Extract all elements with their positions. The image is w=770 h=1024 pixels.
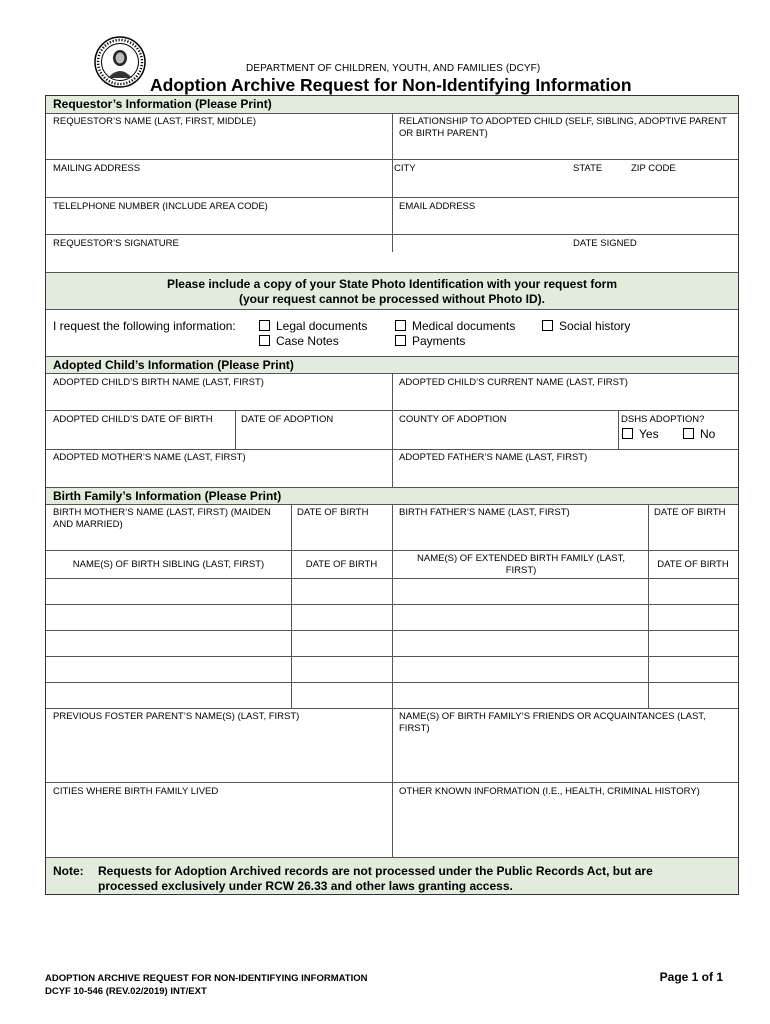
city-label: CITY (394, 163, 416, 174)
child-dob-label: ADOPTED CHILD’S DATE OF BIRTH (53, 414, 213, 425)
note-line2: processed exclusively under RCW 26.33 and other laws granting access. (98, 879, 513, 893)
extended-family-label: NAME(S) OF EXTENDED BIRTH FAMILY (LAST, FIRST) (417, 553, 625, 576)
family-friends-label: NAME(S) OF BIRTH FAMILY’S FRIENDS OR ACQUAINTANCES (LAST, FIRST) (399, 711, 706, 734)
state-label: STATE (573, 163, 603, 174)
footer-form-title: ADOPTION ARCHIVE REQUEST FOR NON-IDENTIFYING INFORMATION (45, 973, 368, 984)
foster-parent-label: PREVIOUS FOSTER PARENT’S NAME(S) (LAST, FIRST) (53, 711, 300, 722)
child-birth-name-label: ADOPTED CHILD’S BIRTH NAME (LAST, FIRST) (53, 377, 264, 388)
requestor-name-label: REQUESTOR’S NAME (LAST, FIRST, MIDDLE) (53, 116, 257, 127)
birth-mother-dob-label: DATE OF BIRTH (297, 507, 369, 518)
county-of-adoption-label: COUNTY OF ADOPTION (399, 414, 507, 425)
cities-lived-label: CITIES WHERE BIRTH FAMILY LIVED (53, 786, 219, 797)
option-legal-documents[interactable]: Legal documents (259, 319, 367, 333)
note-band (46, 857, 738, 894)
zip-code-label: ZIP CODE (631, 163, 676, 174)
footer-form-info (45, 972, 367, 998)
social-history-checkbox[interactable] (542, 320, 553, 331)
adopted-father-label: ADOPTED FATHER’S NAME (LAST, FIRST) (399, 452, 588, 463)
note-label: Note: (53, 864, 84, 878)
section-header-requestor: Requestor’s Information (Please Print) (46, 96, 738, 114)
option-social-history[interactable]: Social history (542, 319, 630, 333)
birth-father-dob-label: DATE OF BIRTH (654, 507, 726, 518)
state-seal-logo (94, 36, 146, 88)
note-line1: Requests for Adoption Archived records are not processed under the Public Records Act, but are (98, 864, 653, 878)
birth-mother-label: BIRTH MOTHER’S NAME (LAST, FIRST) (MAIDEN AND MARRIED) (53, 507, 271, 530)
option-case-notes[interactable]: Case Notes (259, 334, 339, 348)
option-payments[interactable]: Payments (395, 334, 465, 348)
section-header-adopted-child: Adopted Child’s Information (Please Print) (46, 356, 738, 374)
case-notes-checkbox[interactable] (259, 335, 270, 346)
email-label: EMAIL ADDRESS (399, 201, 476, 212)
birth-sibling-dob-label: DATE OF BIRTH (305, 559, 378, 570)
child-current-name-label: ADOPTED CHILD’S CURRENT NAME (LAST, FIRST) (399, 377, 628, 388)
date-of-adoption-label: DATE OF ADOPTION (241, 414, 334, 425)
photo-id-notice-line1: Please include a copy of your State Photo Identification with your request form (166, 277, 618, 291)
extended-family-dob-label: DATE OF BIRTH (657, 559, 729, 570)
photo-id-notice (46, 272, 738, 310)
request-form (45, 95, 739, 895)
birth-sibling-label: NAME(S) OF BIRTH SIBLING (LAST, FIRST) (72, 559, 265, 570)
dshs-yes-option[interactable]: Yes (622, 427, 659, 441)
request-info-label: I request the following information: (53, 319, 236, 333)
payments-checkbox[interactable] (395, 335, 406, 346)
option-medical-documents[interactable]: Medical documents (395, 319, 515, 333)
dshs-no-checkbox[interactable] (683, 428, 694, 439)
department-name: DEPARTMENT OF CHILDREN, YOUTH, AND FAMILIES (DCYF) (246, 63, 541, 74)
form-title: Adoption Archive Request for Non-Identifying Information (150, 75, 632, 95)
signature-label: REQUESTOR’S SIGNATURE (53, 238, 179, 249)
mailing-address-label: MAILING ADDRESS (53, 163, 141, 174)
birth-father-label: BIRTH FATHER’S NAME (LAST, FIRST) (399, 507, 570, 518)
section-header-birth-family: Birth Family’s Information (Please Print) (46, 487, 738, 505)
other-info-label: OTHER KNOWN INFORMATION (I.E., HEALTH, CRIMINAL HISTORY) (399, 786, 700, 797)
page-number: Page 1 of 1 (659, 970, 723, 984)
medical-documents-checkbox[interactable] (395, 320, 406, 331)
date-signed-label: DATE SIGNED (573, 238, 637, 249)
telephone-label: TELELPHONE NUMBER (INCLUDE AREA CODE) (53, 201, 268, 212)
dshs-adoption-label: DSHS ADOPTION? (621, 414, 705, 425)
relationship-label: RELATIONSHIP TO ADOPTED CHILD (SELF, SIBLING, ADOPTIVE PARENT OR BIRTH PARENT) (399, 116, 727, 139)
footer-form-number: DCYF 10-546 (REV.02/2019) INT/EXT (45, 986, 207, 997)
adopted-mother-label: ADOPTED MOTHER’S NAME (LAST, FIRST) (53, 452, 246, 463)
legal-documents-checkbox[interactable] (259, 320, 270, 331)
dshs-no-option[interactable]: No (683, 427, 715, 441)
photo-id-notice-line2: (your request cannot be processed without Photo ID). (238, 292, 546, 306)
dshs-yes-checkbox[interactable] (622, 428, 633, 439)
